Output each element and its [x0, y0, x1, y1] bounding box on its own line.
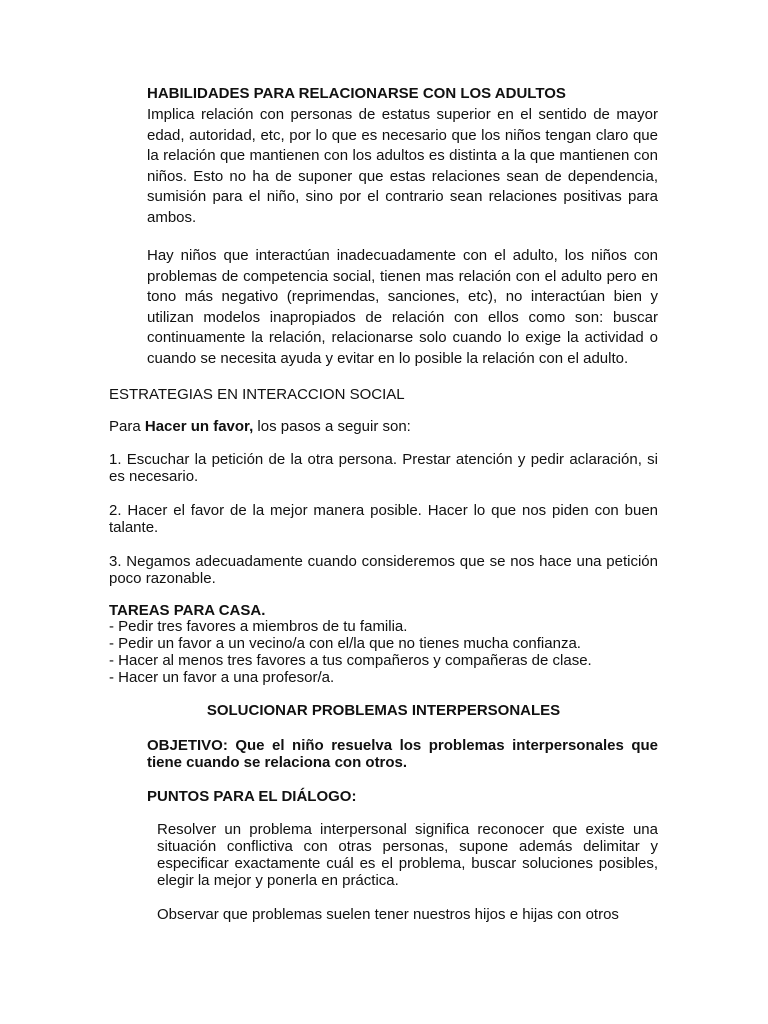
objective-text: OBJETIVO: Que el niño resuelva los problemas interpersonales que tiene cuando se relaciona con otros.	[147, 737, 658, 771]
favor-intro-suffix: los pasos a seguir son:	[253, 418, 411, 435]
favor-intro-bold: Hacer un favor,	[144, 418, 254, 435]
homework-item: - Pedir un favor a un vecino/a con el/la que no tienes mucha confianza.	[109, 635, 581, 652]
favor-step-2: 2. Hacer el favor de la mejor manera posible. Hacer lo que nos piden con buen talante.	[109, 502, 658, 536]
homework-item: - Hacer un favor a una profesor/a.	[109, 669, 335, 686]
paragraph-adults-intro: Implica relación con personas de estatus superior en el sentido de mayor edad, autoridad, etc, por lo que es necesario que los niños tengan claro que la relación que mantienen con los adultos es distinta a la que mantienen con niños. Esto no ha de suponer que estas relaciones sean de dependencia, sumisión para el niño, sino por el contrario sean relaciones positivas para ambos.	[147, 106, 658, 226]
dialogue-heading: PUNTOS PARA EL DIÁLOGO:	[147, 788, 357, 805]
strategies-heading: ESTRATEGIAS EN INTERACCION SOCIAL	[109, 386, 405, 403]
section-heading-problems: SOLUCIONAR PROBLEMAS INTERPERSONALES	[206, 702, 561, 719]
favor-step-3: 3. Negamos adecuadamente cuando consideremos que se nos hace una petición poco razonable.	[109, 553, 658, 587]
homework-list	[109, 618, 658, 686]
paragraph-adults-competence: Hay niños que interactúan inadecuadamente con el adulto, los niños con problemas de competencia social, tienen mas relación con el adulto pero en tono más negativo (reprimendas, sanciones, etc), no interactúan bien y utilizan modelos inapropiados de relación con ellos como son: buscar continuamente la relación, relacionarse solo cuando lo exige la actividad o cuando se necesita ayuda y evitar en lo posible la relación con el adulto.	[147, 247, 658, 367]
homework-item: - Pedir tres favores a miembros de tu familia.	[109, 618, 408, 635]
section-heading-adults: HABILIDADES PARA RELACIONARSE CON LOS ADULTOS	[147, 85, 566, 102]
homework-heading: TAREAS PARA CASA.	[109, 602, 266, 619]
dialogue-paragraph-1: Resolver un problema interpersonal significa reconocer que existe una situación conflictiva con otras personas, supone además delimitar y especificar exactamente cuál es el problema, buscar soluciones posibles, elegir la mejor y ponerla en práctica.	[157, 821, 658, 889]
favor-step-1: 1. Escuchar la petición de la otra persona. Prestar atención y pedir aclaración, si es necesario.	[109, 451, 658, 485]
favor-intro-prefix: Para	[109, 418, 145, 435]
favor-intro	[109, 417, 658, 437]
homework-item: - Hacer al menos tres favores a tus compañeros y compañeras de clase.	[109, 652, 592, 669]
dialogue-paragraph-2: Observar que problemas suelen tener nuestros hijos e hijas con otros	[157, 906, 619, 923]
